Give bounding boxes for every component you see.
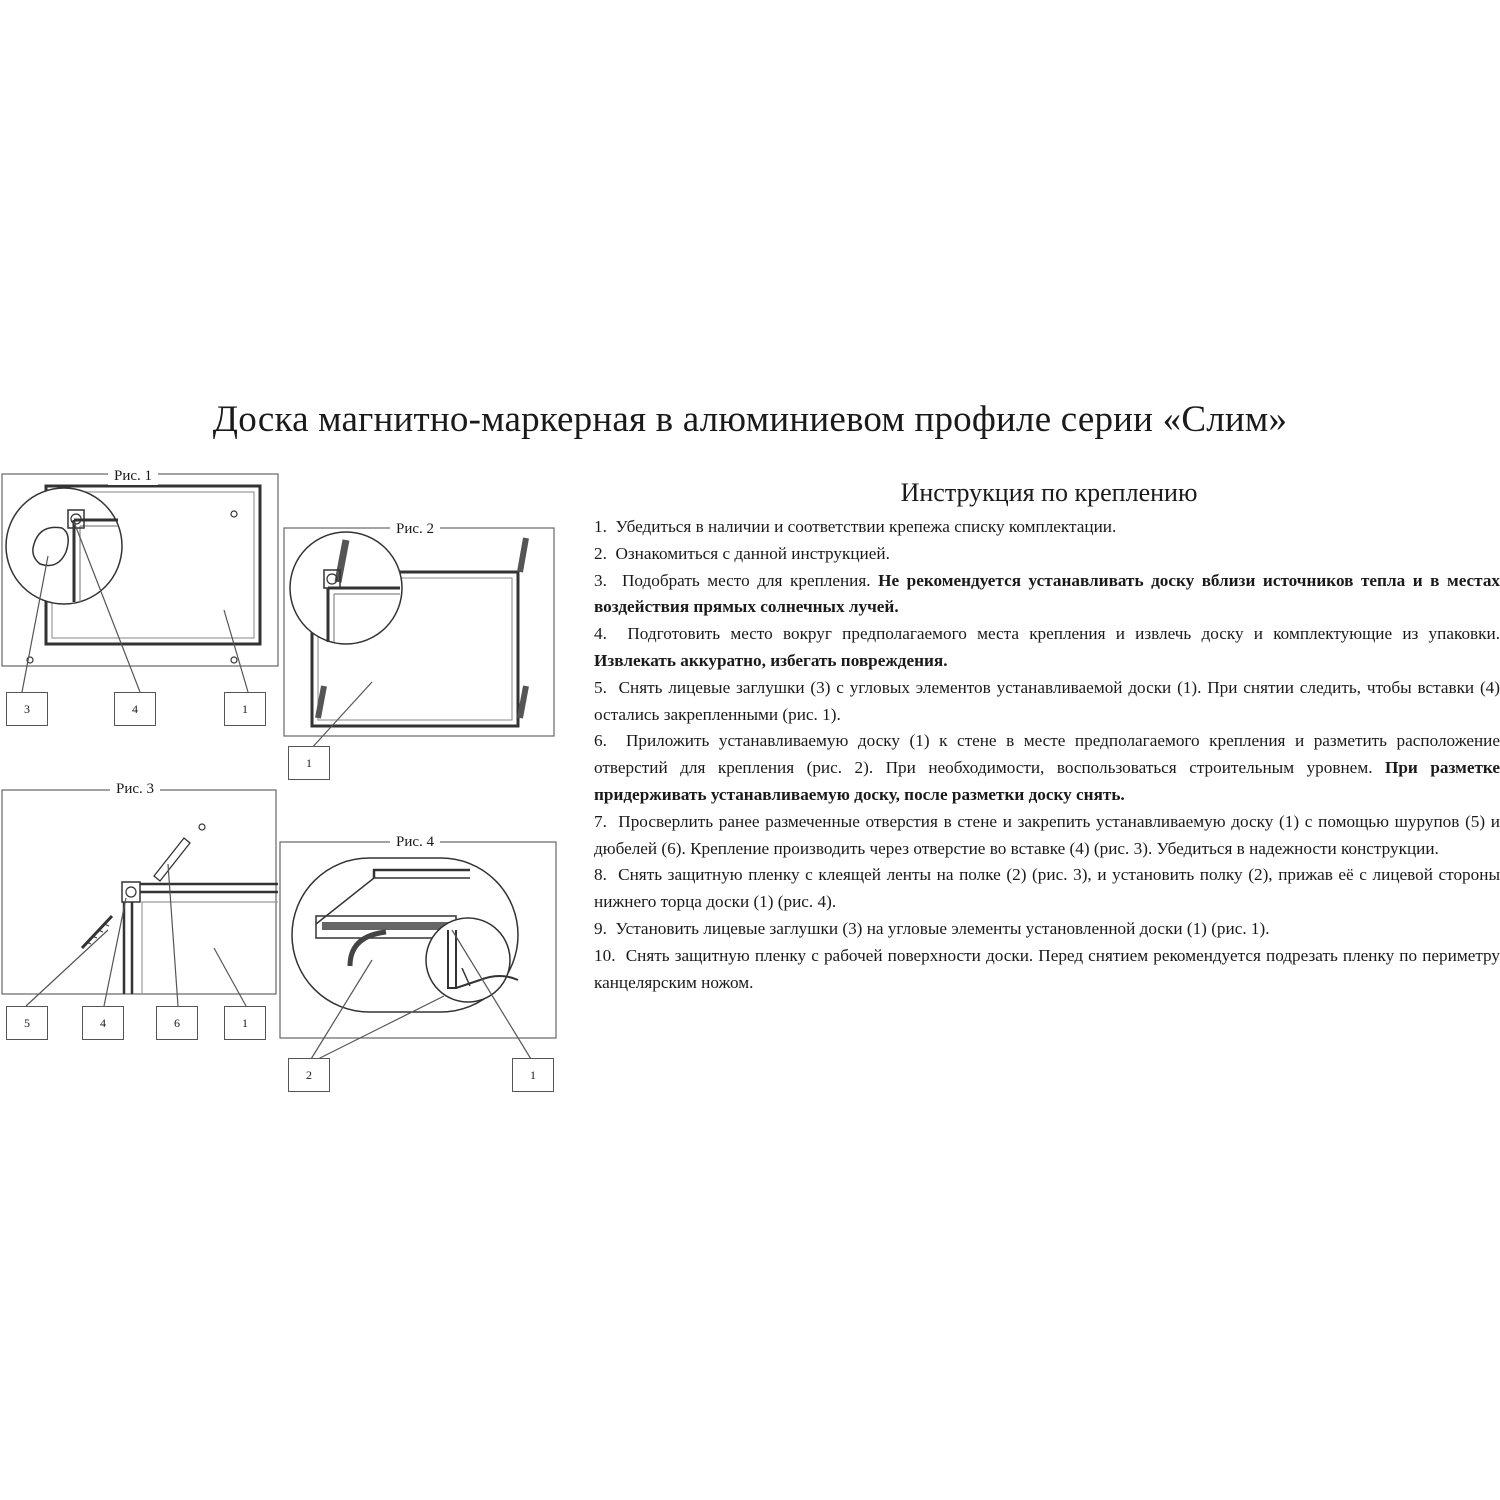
instruction-step [594,943,1500,997]
figure-4-drawing [280,842,556,1064]
step-text: Приложить устанавливаемую доску (1) к стене в месте предполагаемого крепления и разметить расположение отверстий для крепления (рис. 2). При необходимости, воспользоваться строительным уровнем. [594,731,1500,778]
callout-box: 1 [224,1006,266,1040]
instruction-step [594,621,1500,675]
step-text: Снять защитную пленку с клеящей ленты на полке (2) (рис. 3), и установить полку (2), прижав её с лицевой стороны нижнего торца доски (1) (рис. 4). [594,865,1500,912]
step-text: Подобрать место для крепления. [621,570,871,590]
step-warning: Не рекомендуется устанавливать доску вблизи источников тепла и в местах воздействия прямых солнечных лучей. [594,570,1500,617]
instruction-step [594,862,1500,916]
step-number: 6. [594,731,607,751]
step-text: Просверлить ранее размеченные отверстия в стене и закрепить устанавливаемую доску (1) с помощью шурупов (5) и дюбелей (6). Крепление производить через отверстие во вставке (4) (рис. 3). Убедиться в надежности конструкции. [594,811,1500,858]
step-text: Снять защитную пленку с рабочей поверхности доски. Перед снятием рекомендуется подрезать пленку по периметру канцелярским ножом. [594,945,1500,992]
callout-box: 4 [82,1006,124,1040]
step-number: 9. [594,918,607,938]
instruction-step [594,916,1500,943]
instruction-steps [594,514,1500,996]
step-number: 8. [594,865,607,885]
figure-3-caption: Рис. 3 [110,780,160,798]
callout-box: 6 [156,1006,198,1040]
step-number: 3. [594,570,607,590]
instructions-heading: Инструкция по креплению [900,478,1198,507]
step-number: 2. [594,543,607,563]
callout-box: 1 [288,746,330,780]
step-number: 1. [594,517,607,536]
figure-1-caption: Рис. 1 [108,467,158,485]
figure-1-drawing [2,474,278,692]
instruction-step [594,675,1500,729]
callout-box: 2 [288,1058,330,1092]
instruction-step [594,809,1500,863]
callout-box: 3 [6,692,48,726]
instruction-step [594,568,1500,622]
step-warning: При разметке придерживать устанавливаемую доску, после разметки доску снять. [594,758,1500,804]
step-number: 7. [594,811,607,831]
step-number: 4. [594,624,607,644]
callout-box: 1 [224,692,266,726]
figure-3-drawing [2,790,278,1006]
instruction-step [594,514,1500,541]
document-title: Доска магнитно-маркерная в алюминиевом профиле серии «Слим» [212,399,1288,440]
step-text: Ознакомиться с данной инструкцией. [615,543,890,563]
figures-panel [0,460,570,1110]
step-number: 10. [594,945,616,965]
figure-2-caption: Рис. 2 [390,520,440,538]
instruction-step [594,541,1500,568]
callout-box: 5 [6,1006,48,1040]
callout-box: 1 [512,1058,554,1092]
callout-box: 4 [114,692,156,726]
step-warning: Извлекать аккуратно, избегать повреждения. [594,650,948,670]
step-text: Установить лицевые заглушки (3) на угловые элементы установленной доски (1) (рис. 1). [615,918,1270,938]
step-text: Подготовить место вокруг предполагаемого места крепления и извлечь доску и комплектующие из упаковки. [627,624,1500,644]
instruction-step [594,728,1500,808]
figure-4-caption: Рис. 4 [390,833,440,851]
figure-2-drawing [284,528,554,750]
step-text: Убедиться в наличии и соответствии крепежа списку комплектации. [615,517,1117,536]
instructions-panel [594,478,1500,996]
step-text: Снять лицевые заглушки (3) с угловых элементов устанавливаемой доски (1). При снятии следить, чтобы вставки (4) остались закрепленными (рис. 1). [594,677,1500,724]
step-number: 5. [594,677,607,697]
